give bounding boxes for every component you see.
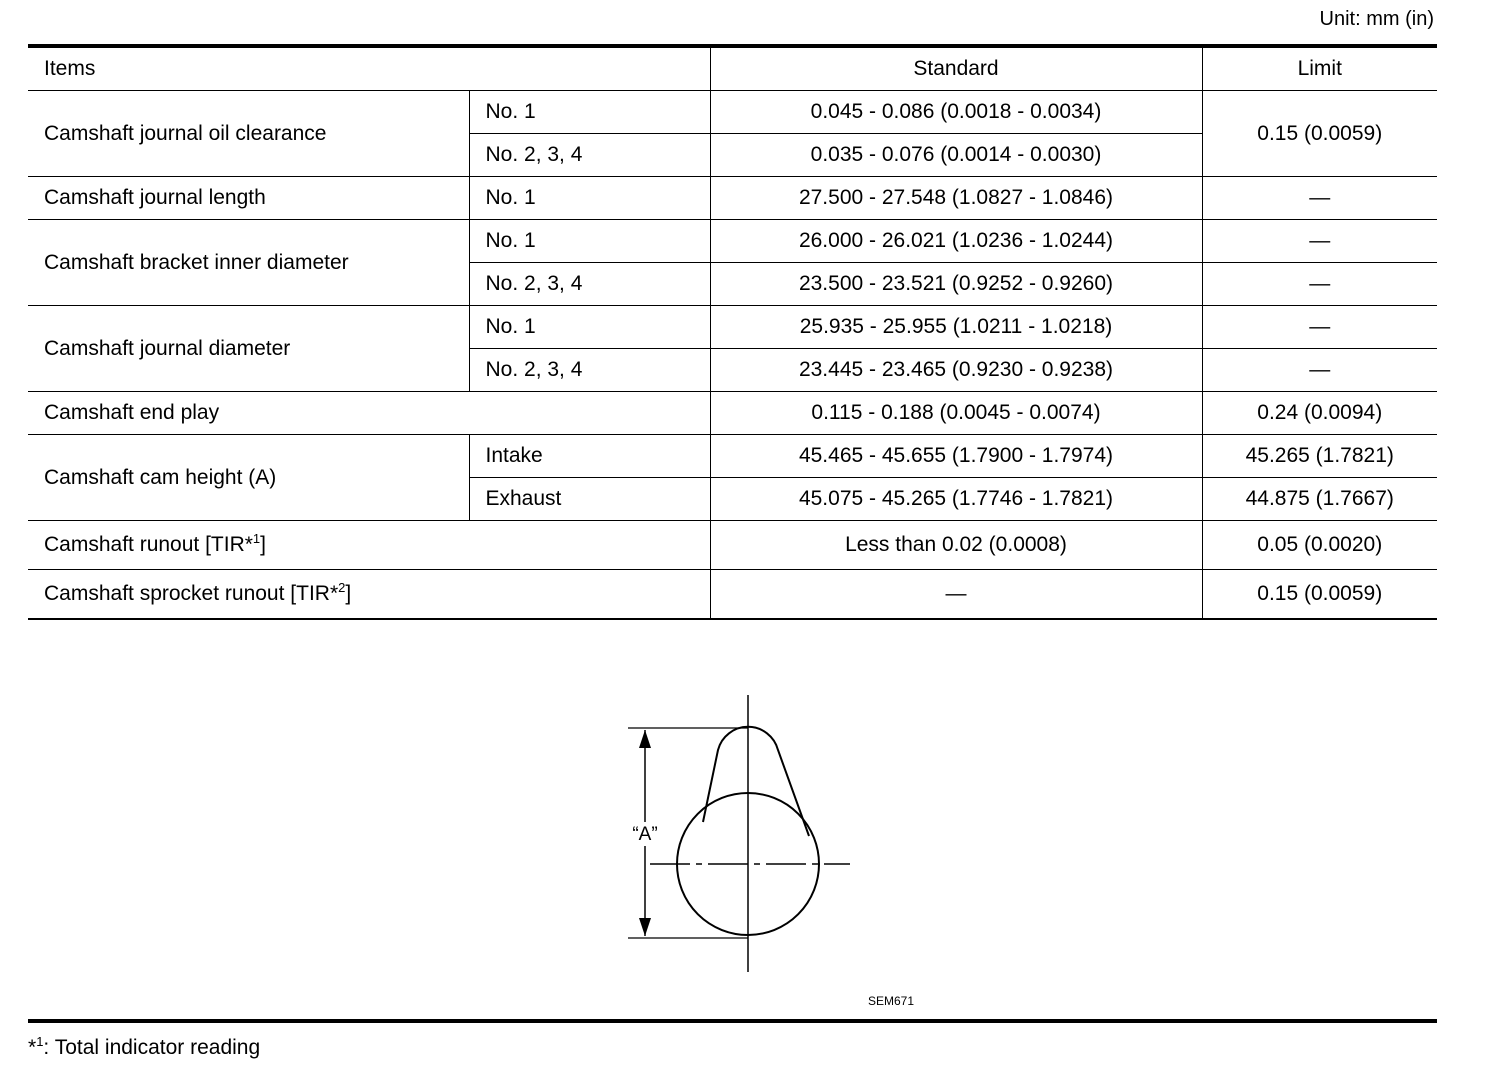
limit-cell: 0.15 (0.0059): [1202, 91, 1437, 177]
footnote-number: 1: [36, 1034, 44, 1049]
item-cell: [28, 570, 710, 620]
table-row: [28, 521, 1437, 570]
header-items: Items: [28, 46, 710, 91]
cam-lobe: [703, 727, 809, 836]
table-row: [28, 220, 1437, 263]
limit-cell: —: [1202, 220, 1437, 263]
table-row: [28, 570, 1437, 620]
sub-cell: Intake: [469, 435, 710, 478]
table-row: [28, 177, 1437, 220]
arrow-up-icon: [639, 730, 651, 748]
item-text: Camshaft sprocket runout [TIR*: [44, 582, 339, 605]
table-row: [28, 392, 1437, 435]
limit-cell: —: [1202, 306, 1437, 349]
item-cell: Camshaft bracket inner diameter: [28, 220, 469, 306]
header-standard: Standard: [710, 46, 1202, 91]
standard-cell: 25.935 - 25.955 (1.0211 - 1.0218): [710, 306, 1202, 349]
standard-cell: 23.500 - 23.521 (0.9252 - 0.9260): [710, 263, 1202, 306]
item-text-end: ]: [260, 533, 266, 556]
standard-cell: 0.115 - 0.188 (0.0045 - 0.0074): [710, 392, 1202, 435]
standard-cell: 0.045 - 0.086 (0.0018 - 0.0034): [710, 91, 1202, 134]
sub-cell: No. 1: [469, 91, 710, 134]
camshaft-spec-table: [28, 44, 1437, 620]
footnote-divider: [28, 1019, 1437, 1023]
table-header-row: [28, 46, 1437, 91]
limit-cell: —: [1202, 177, 1437, 220]
sub-cell: Exhaust: [469, 478, 710, 521]
item-cell: Camshaft journal length: [28, 177, 469, 220]
item-cell: [28, 521, 710, 570]
footnote-ref: 1: [252, 531, 261, 546]
limit-cell: 0.05 (0.0020): [1202, 521, 1437, 570]
limit-cell: —: [1202, 349, 1437, 392]
item-cell: Camshaft cam height (A): [28, 435, 469, 521]
item-cell: Camshaft journal diameter: [28, 306, 469, 392]
standard-cell: 0.035 - 0.076 (0.0014 - 0.0030): [710, 134, 1202, 177]
footnote-text: : Total indicator reading: [43, 1036, 261, 1059]
limit-cell: 44.875 (1.7667): [1202, 478, 1437, 521]
sub-cell: No. 1: [469, 220, 710, 263]
sub-cell: No. 2, 3, 4: [469, 349, 710, 392]
sub-cell: No. 2, 3, 4: [469, 134, 710, 177]
sub-cell: No. 2, 3, 4: [469, 263, 710, 306]
standard-cell: 27.500 - 27.548 (1.0827 - 1.0846): [710, 177, 1202, 220]
cam-height-diagram: [600, 690, 870, 980]
limit-cell: —: [1202, 263, 1437, 306]
standard-cell: 23.445 - 23.465 (0.9230 - 0.9238): [710, 349, 1202, 392]
limit-cell: 45.265 (1.7821): [1202, 435, 1437, 478]
limit-cell: 0.15 (0.0059): [1202, 570, 1437, 620]
footnote-ref: 2: [338, 580, 346, 595]
sub-cell: No. 1: [469, 306, 710, 349]
header-limit: Limit: [1202, 46, 1437, 91]
table-row: [28, 306, 1437, 349]
table-row: [28, 91, 1437, 134]
limit-cell: 0.24 (0.0094): [1202, 392, 1437, 435]
dimension-label: “A”: [632, 824, 658, 845]
standard-cell: Less than 0.02 (0.0008): [710, 521, 1202, 570]
standard-cell: 45.465 - 45.655 (1.7900 - 1.7974): [710, 435, 1202, 478]
footnote: [28, 1036, 260, 1060]
arrow-down-icon: [639, 918, 651, 936]
figure-code: SEM671: [868, 994, 915, 1008]
standard-cell: —: [710, 570, 1202, 620]
unit-label: Unit: mm (in): [1319, 8, 1434, 30]
footnote-marker: *: [28, 1036, 37, 1059]
item-cell: Camshaft end play: [28, 392, 710, 435]
item-text: Camshaft runout [TIR*: [44, 533, 253, 556]
item-cell: Camshaft journal oil clearance: [28, 91, 469, 177]
standard-cell: 26.000 - 26.021 (1.0236 - 1.0244): [710, 220, 1202, 263]
item-text-end: ]: [345, 582, 352, 605]
sub-cell: No. 1: [469, 177, 710, 220]
table-row: [28, 435, 1437, 478]
standard-cell: 45.075 - 45.265 (1.7746 - 1.7821): [710, 478, 1202, 521]
